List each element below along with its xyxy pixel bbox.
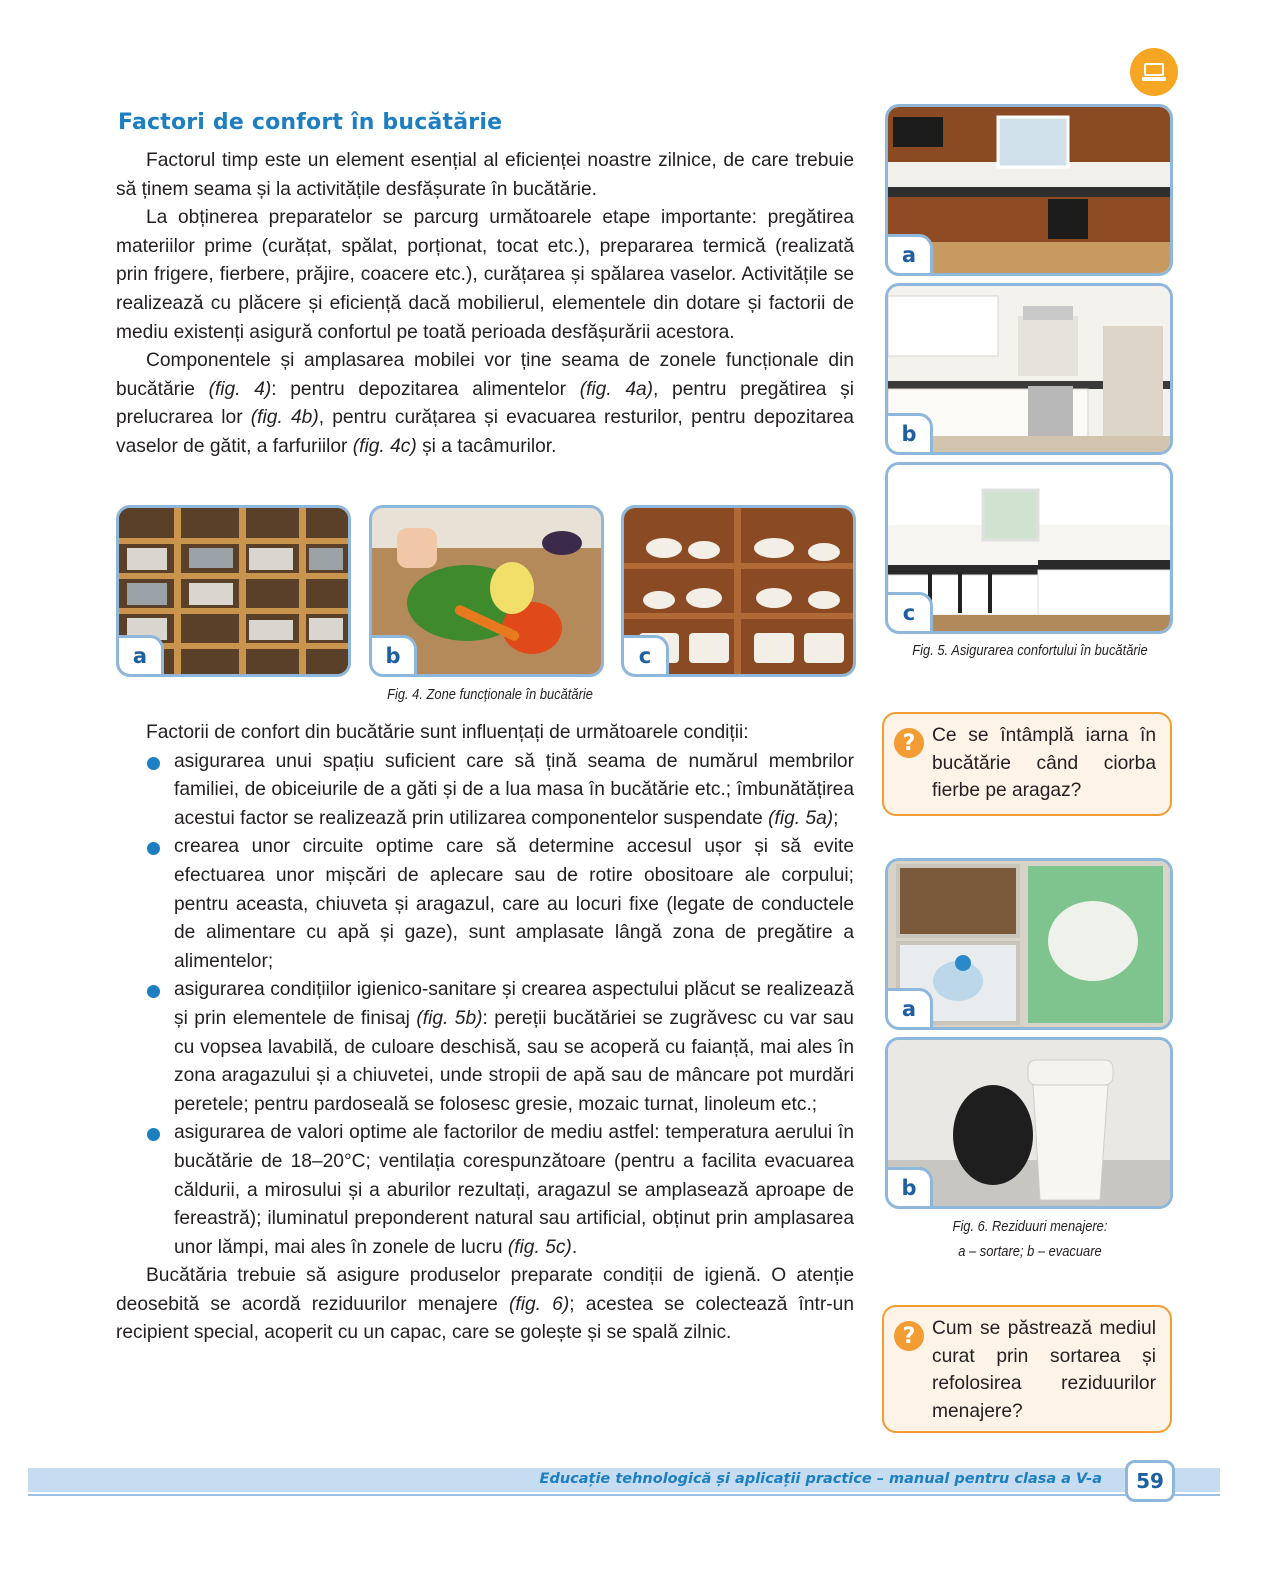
- bullet-icon: [147, 985, 160, 998]
- fig5b-kitchen-photo: [885, 283, 1173, 455]
- fig5a-kitchen-photo: [885, 104, 1173, 276]
- conditions-intro: Factorii de confort din bucătărie sunt influențați de următoarele condiții:: [146, 722, 749, 743]
- section-title: Factori de confort în bucătărie: [118, 110, 503, 135]
- fig5b-label: b: [885, 413, 933, 455]
- fig5c-kitchen-photo: [885, 462, 1173, 634]
- bullet-icon: [147, 1128, 160, 1141]
- fig4-caption: Fig. 4. Zone funcționale în bucătărie: [387, 686, 593, 703]
- intro-text: [116, 147, 854, 462]
- fig5c-label: c: [885, 592, 933, 634]
- fig5-caption: Fig. 5. Asigurarea confortului în bucătărie: [912, 642, 1148, 659]
- fig6a-waste-sorting-photo: [885, 858, 1173, 1030]
- fig4b-label: b: [369, 635, 417, 677]
- final-paragraph: Bucătăria trebuie să asigure produselor preparate condiții de igienă. O atenție deosebită se acordă reziduurilor menajere (fig. 6); acestea se colectează într-un recipient special, acoperit cu un capac, care se golește și se spală zilnic.: [116, 1265, 854, 1344]
- page-number: 59: [1125, 1460, 1175, 1502]
- fig5a-label: a: [885, 234, 933, 276]
- bullet-icon: [147, 757, 160, 770]
- fig6b-label: b: [885, 1167, 933, 1209]
- question-icon: ?: [894, 1321, 924, 1351]
- question-icon: ?: [894, 728, 924, 758]
- list-item: asigurarea de valori optime ale factorilor de mediu astfel: temperatura aerului în bucătărie de 18–20°C; ventilația corespunzătoare (pentru a facilita evacuarea căldurii, a mirosului și a aburilor rezultați, aragazul se amplasează aproape de fereastră); iluminatul preponderent natural sau artificial, obținut prin amplasarea unor lămpi, mai ales în zonele de lucru (fig. 5c).: [146, 1119, 854, 1262]
- question-text-1: Ce se întâmplă iarna în bucătărie când ciorba fierbe pe aragaz?: [932, 725, 1156, 801]
- list-item: asigurarea unui spațiu suficient care să țină seama de numărul membrilor familiei, de obiceiurile de a găti și de a lua masa în bucătărie etc.; îmbunătățirea acestui factor se realizează prin utilizarea componentelor suspendate (fig. 5a);: [146, 748, 854, 834]
- fig4c-dishes-photo: [621, 505, 856, 677]
- list-item: crearea unor circuite optime care să determine accesul ușor și să evite efectuarea unor mișcări de aplecare sau de rotire obositoare ale corpului; pentru aceasta, chiuveta și aragazul, care au locuri fixe (legate de conductele de alimentare cu apă și gaze), sunt amplasate lângă zona de pregătire a alimentelor;: [146, 833, 854, 976]
- intro-paragraph-3: Componentele și amplasarea mobilei vor ține seama de zonele funcționale din bucătărie (fig. 4): pentru depozitarea alimentelor (fig. 4a), pentru pregătirea și prelucrarea lor (fig. 4b), pentru curățarea și evacuarea resturilor, pentru depozitarea vaselor de gătit, a farfuriilor (fig. 4c) și a tacâmurilor.: [116, 350, 854, 457]
- footer-book-title: Educație tehnologică și aplicații practice – manual pentru clasa a V-a: [539, 1471, 1102, 1487]
- computer-icon: [1130, 48, 1178, 96]
- fig4b-vegetables-photo: [369, 505, 604, 677]
- conditions-list: [146, 748, 854, 1263]
- fig4a-pantry-photo: [116, 505, 351, 677]
- list-item: asigurarea condițiilor igienico-sanitare și crearea aspectului plăcut se realizează și prin elementele de finisaj (fig. 5b): pereții bucătăriei se zugrăvesc cu var sau cu vopsea lavabilă, de culoare deschisă, sau se acoperă cu faianță, mai ales în zona aragazului și a chiuvetei, unde stropii de apă sau de mâncare pot murdări peretele; pentru pardoseală se folosesc gresie, mozaic turnat, linoleum etc.;: [146, 976, 854, 1119]
- intro-paragraph-2: La obținerea preparatelor se parcurg următoarele etape importante: pregătirea materiilor prime (curățat, spălat, porționat, tocat etc.), prepararea termică (realizată prin frigere, fierbere, prăjire, coacere etc.), curățarea și spălarea vaselor. Activitățile se realizează cu plăcere și eficiență dacă mobilierul, elementele din dotare și factorii de mediu existenți asigură confortul pe toată perioada desfășurării acestora.: [116, 207, 854, 343]
- fig6-caption-line-1: Fig. 6. Reziduuri menajere:: [952, 1218, 1108, 1235]
- conditions-section: [116, 719, 854, 1348]
- intro-paragraph-1: Factorul timp este un element esențial al eficienței noastre zilnice, de care trebuie să ținem seama și la activitățile desfășurate în bucătărie.: [116, 150, 854, 200]
- fig4a-label: a: [116, 635, 164, 677]
- question-box-2: [882, 1305, 1172, 1433]
- bullet-icon: [147, 842, 160, 855]
- fig4c-label: c: [621, 635, 669, 677]
- fig6-caption-line-2: a – sortare; b – evacuare: [958, 1243, 1102, 1260]
- fig6a-label: a: [885, 988, 933, 1030]
- question-text-2: Cum se păstrează mediul curat prin sortarea și refolosirea reziduurilor menajere?: [932, 1318, 1156, 1422]
- footer-divider: [28, 1494, 1220, 1496]
- fig6b-trash-bin-photo: [885, 1037, 1173, 1209]
- question-box-1: [882, 712, 1172, 816]
